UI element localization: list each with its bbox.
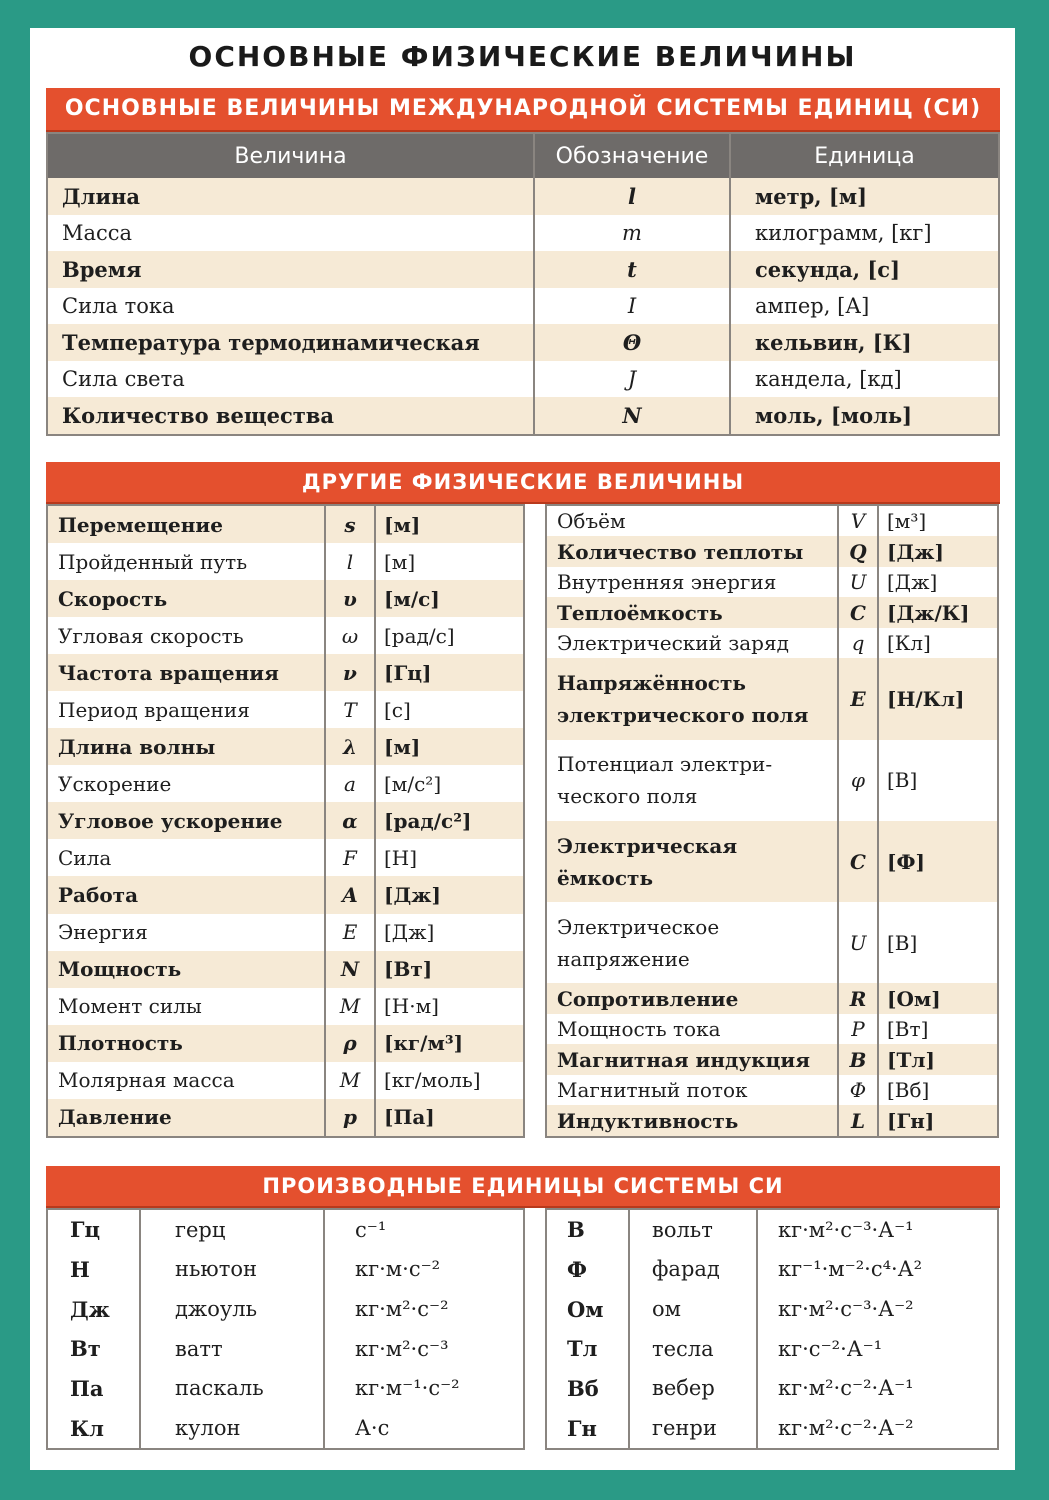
table-row (48, 1099, 523, 1136)
table-row (547, 1210, 997, 1250)
quantity-name: Магнитный поток (547, 1075, 838, 1105)
quantity-unit: [Ом] (878, 983, 997, 1013)
poster-sheet (30, 28, 1015, 1470)
quantity-unit: [м] (375, 506, 523, 543)
table-row (48, 1369, 523, 1409)
table-row (48, 988, 523, 1025)
quantity-symbol: A (325, 876, 375, 913)
quantity-symbol: λ (325, 728, 375, 765)
quantity-unit: [Вт] (878, 1014, 997, 1044)
table-row (547, 597, 997, 627)
quantity-name: Электрический заряд (547, 628, 838, 658)
unit-expression: кг·м²·с⁻³ (324, 1329, 523, 1369)
quantity-name: Момент силы (48, 988, 325, 1025)
quantity-symbol: U (838, 902, 878, 983)
table-row (48, 251, 998, 288)
table-row (547, 536, 997, 566)
quantity-symbol: l (325, 543, 375, 580)
quantity-name: Потенциал электри-ческого поля (547, 740, 838, 821)
unit-expression: кг·м²·с⁻² (324, 1289, 523, 1329)
quantity-unit: [Дж] (375, 914, 523, 951)
quantity-unit: [рад/с] (375, 617, 523, 654)
quantity-name: Электрическая ёмкость (547, 821, 838, 902)
column-header-symbol: Обозначение (534, 134, 730, 178)
unit-code: Тл (547, 1329, 629, 1369)
unit-name: герц (140, 1210, 324, 1250)
column-header-quantity: Величина (48, 134, 534, 178)
quantity-unit: [Ф] (878, 821, 997, 902)
quantity-unit: [м³] (878, 506, 997, 536)
quantity-unit: [Гн] (878, 1105, 997, 1136)
unit-name: ом (629, 1289, 757, 1329)
quantity-name: Индуктивность (547, 1105, 838, 1136)
unit-expression: кг·м·с⁻² (324, 1250, 523, 1290)
quantity-unit: [Тл] (878, 1044, 997, 1074)
quantity-name: Сила света (48, 361, 534, 398)
quantity-symbol: m (534, 215, 730, 252)
quantity-symbol: R (838, 983, 878, 1013)
quantity-symbol: φ (838, 740, 878, 821)
table-row (547, 821, 997, 902)
quantity-symbol: C (838, 597, 878, 627)
quantity-name: Магнитная индукция (547, 1044, 838, 1074)
table-row (547, 506, 997, 536)
quantity-name: Сила (48, 839, 325, 876)
quantity-symbol: T (325, 691, 375, 728)
quantity-unit: [В] (878, 902, 997, 983)
table-row (48, 765, 523, 802)
quantity-symbol: L (838, 1105, 878, 1136)
unit-name: генри (629, 1408, 757, 1448)
quantity-unit: [Вт] (375, 951, 523, 988)
quantity-unit: [с] (375, 691, 523, 728)
unit-code: Гц (48, 1210, 140, 1250)
unit-expression: кг·м²·с⁻³·А⁻¹ (757, 1210, 997, 1250)
unit-code: Н (48, 1250, 140, 1290)
unit-name: фарад (629, 1250, 757, 1290)
unit-expression: А·с (324, 1408, 523, 1448)
quantity-unit: [Дж] (375, 876, 523, 913)
table-row (547, 1329, 997, 1369)
unit-name: вебер (629, 1369, 757, 1409)
quantity-symbol: N (325, 951, 375, 988)
unit-code: Кл (48, 1408, 140, 1448)
table-row (48, 1210, 523, 1250)
quantity-name: Сила тока (48, 288, 534, 325)
table-row (48, 543, 523, 580)
derived-units-left-table (46, 1208, 525, 1450)
unit-name: паскаль (140, 1369, 324, 1409)
table-row (48, 397, 998, 434)
quantity-symbol: E (325, 914, 375, 951)
quantity-unit: [Дж] (878, 567, 997, 597)
unit-code: Вт (48, 1329, 140, 1369)
quantity-unit: [м/с²] (375, 765, 523, 802)
quantity-name: Частота вращения (48, 654, 325, 691)
table-row (48, 1408, 523, 1448)
quantity-unit: [Гц] (375, 654, 523, 691)
quantity-symbol: ν (325, 654, 375, 691)
table-row (48, 1289, 523, 1329)
table-row (547, 902, 997, 983)
table-row (48, 728, 523, 765)
quantity-name: Сопротивление (547, 983, 838, 1013)
table-row (48, 876, 523, 913)
table-row (48, 361, 998, 398)
other-quantities-heading (46, 462, 1000, 502)
quantity-name: Количество теплоты (547, 536, 838, 566)
quantity-unit: [кг/моль] (375, 1062, 523, 1099)
quantity-name: Плотность (48, 1025, 325, 1062)
quantity-symbol: l (534, 178, 730, 215)
table-row (48, 215, 998, 252)
quantity-unit: [рад/с²] (375, 802, 523, 839)
unit-code: Вб (547, 1369, 629, 1409)
quantity-symbol: s (325, 506, 375, 543)
table-row (547, 658, 997, 739)
table-row (48, 1025, 523, 1062)
other-quantities-left-table (46, 504, 525, 1138)
quantity-symbol: P (838, 1014, 878, 1044)
quantity-unit: [м] (375, 728, 523, 765)
unit-name: ньютон (140, 1250, 324, 1290)
quantity-name: Теплоёмкость (547, 597, 838, 627)
unit-name: ватт (140, 1329, 324, 1369)
derived-units-heading-text: ПРОИЗВОДНЫЕ ЕДИНИЦЫ СИСТЕМЫ СИ (262, 1174, 784, 1198)
quantity-symbol: M (325, 988, 375, 1025)
table-row (547, 1014, 997, 1044)
quantity-symbol: t (534, 251, 730, 288)
unit-expression: с⁻¹ (324, 1210, 523, 1250)
unit-name: джоуль (140, 1289, 324, 1329)
quantity-unit: метр, [м] (730, 178, 998, 215)
table-row (547, 1369, 997, 1409)
table-row (48, 580, 523, 617)
table-row (547, 740, 997, 821)
other-quantities-heading-text: ДРУГИЕ ФИЗИЧЕСКИЕ ВЕЛИЧИНЫ (301, 470, 745, 494)
unit-expression: кг·м²·с⁻³·А⁻² (757, 1289, 997, 1329)
other-quantities-right-table (545, 504, 999, 1138)
unit-code: Ом (547, 1289, 629, 1329)
quantity-symbol: α (325, 802, 375, 839)
quantity-symbol: ω (325, 617, 375, 654)
table-row (48, 802, 523, 839)
quantity-unit: [м] (375, 543, 523, 580)
quantity-name: Напряжённость электрического поля (547, 658, 838, 739)
unit-expression: кг·с⁻²·А⁻¹ (757, 1329, 997, 1369)
quantity-name: Температура термодинамическая (48, 324, 534, 361)
unit-code: Гн (547, 1408, 629, 1448)
quantity-unit: кельвин, [К] (730, 324, 998, 361)
unit-name: тесла (629, 1329, 757, 1369)
quantity-symbol: a (325, 765, 375, 802)
quantity-symbol: F (325, 839, 375, 876)
quantity-unit: моль, [моль] (730, 397, 998, 434)
quantity-unit: килограмм, [кг] (730, 215, 998, 252)
quantity-unit: секунда, [с] (730, 251, 998, 288)
table-row (48, 691, 523, 728)
quantity-unit: [кг/м³] (375, 1025, 523, 1062)
table-row (547, 1250, 997, 1290)
table-row (48, 1250, 523, 1290)
quantity-name: Скорость (48, 580, 325, 617)
table-row (547, 983, 997, 1013)
table-row (48, 654, 523, 691)
quantity-name: Молярная масса (48, 1062, 325, 1099)
quantity-name: Мощность (48, 951, 325, 988)
unit-code: Дж (48, 1289, 140, 1329)
table-row (48, 506, 523, 543)
unit-name: кулон (140, 1408, 324, 1448)
quantity-symbol: E (838, 658, 878, 739)
quantity-name: Пройденный путь (48, 543, 325, 580)
quantity-symbol: B (838, 1044, 878, 1074)
quantity-name: Мощность тока (547, 1014, 838, 1044)
quantity-symbol: C (838, 821, 878, 902)
quantity-symbol: p (325, 1099, 375, 1136)
quantity-name: Угловая скорость (48, 617, 325, 654)
si-basic-table (46, 132, 1000, 436)
table-row (547, 567, 997, 597)
table-row (48, 839, 523, 876)
quantity-unit: [Дж/К] (878, 597, 997, 627)
table-row (48, 1062, 523, 1099)
quantity-symbol: ρ (325, 1025, 375, 1062)
quantity-unit: [Н·м] (375, 988, 523, 1025)
quantity-symbol: N (534, 397, 730, 434)
quantity-symbol: J (534, 361, 730, 398)
si-basic-heading-text: ОСНОВНЫЕ ВЕЛИЧИНЫ МЕЖДУНАРОДНОЙ СИСТЕМЫ ЕДИНИЦ (СИ) (64, 96, 982, 121)
unit-code: В (547, 1210, 629, 1250)
unit-code: Ф (547, 1250, 629, 1290)
quantity-name: Давление (48, 1099, 325, 1136)
unit-code: Па (48, 1369, 140, 1409)
quantity-name: Энергия (48, 914, 325, 951)
quantity-symbol: Q (838, 536, 878, 566)
si-basic-heading (46, 88, 1000, 130)
quantity-name: Перемещение (48, 506, 325, 543)
quantity-name: Период вращения (48, 691, 325, 728)
quantity-name: Длина волны (48, 728, 325, 765)
quantity-symbol: U (838, 567, 878, 597)
quantity-name: Время (48, 251, 534, 288)
quantity-symbol: V (838, 506, 878, 536)
quantity-unit: [Дж] (878, 536, 997, 566)
quantity-unit: [Н/Кл] (878, 658, 997, 739)
quantity-unit: [Па] (375, 1099, 523, 1136)
quantity-name: Угловое ускорение (48, 802, 325, 839)
unit-expression: кг·м²·с⁻²·А⁻² (757, 1408, 997, 1448)
unit-expression: кг⁻¹·м⁻²·с⁴·А² (757, 1250, 997, 1290)
table-row (547, 628, 997, 658)
derived-units-right-table (545, 1208, 999, 1450)
quantity-symbol: Θ (534, 324, 730, 361)
quantity-symbol: I (534, 288, 730, 325)
quantity-unit: [Н] (375, 839, 523, 876)
table-row (48, 178, 998, 215)
table-row (547, 1289, 997, 1329)
quantity-symbol: Φ (838, 1075, 878, 1105)
unit-expression: кг·м²·с⁻²·А⁻¹ (757, 1369, 997, 1409)
quantity-name: Количество вещества (48, 397, 534, 434)
table-row (48, 617, 523, 654)
quantity-symbol: M (325, 1062, 375, 1099)
table-row (48, 914, 523, 951)
column-header-unit: Единица (730, 134, 998, 178)
table-row (48, 1329, 523, 1369)
quantity-symbol: q (838, 628, 878, 658)
quantity-name: Масса (48, 215, 534, 252)
quantity-unit: [Кл] (878, 628, 997, 658)
table-row (547, 1044, 997, 1074)
quantity-unit: [м/с] (375, 580, 523, 617)
quantity-name: Внутренняя энергия (547, 567, 838, 597)
quantity-unit: кандела, [кд] (730, 361, 998, 398)
table-row (48, 324, 998, 361)
quantity-name: Длина (48, 178, 534, 215)
table-row (547, 1075, 997, 1105)
quantity-symbol: υ (325, 580, 375, 617)
quantity-unit: [В] (878, 740, 997, 821)
page-title: ОСНОВНЫЕ ФИЗИЧЕСКИЕ ВЕЛИЧИНЫ (188, 40, 857, 73)
unit-name: вольт (629, 1210, 757, 1250)
quantity-name: Электрическое напряжение (547, 902, 838, 983)
quantity-name: Работа (48, 876, 325, 913)
quantity-unit: ампер, [А] (730, 288, 998, 325)
quantity-unit: [Вб] (878, 1075, 997, 1105)
quantity-name: Объём (547, 506, 838, 536)
unit-expression: кг·м⁻¹·с⁻² (324, 1369, 523, 1409)
derived-units-heading (46, 1166, 1000, 1206)
table-row (48, 288, 998, 325)
table-row (547, 1408, 997, 1448)
table-row (48, 951, 523, 988)
quantity-name: Ускорение (48, 765, 325, 802)
table-row (547, 1105, 997, 1136)
